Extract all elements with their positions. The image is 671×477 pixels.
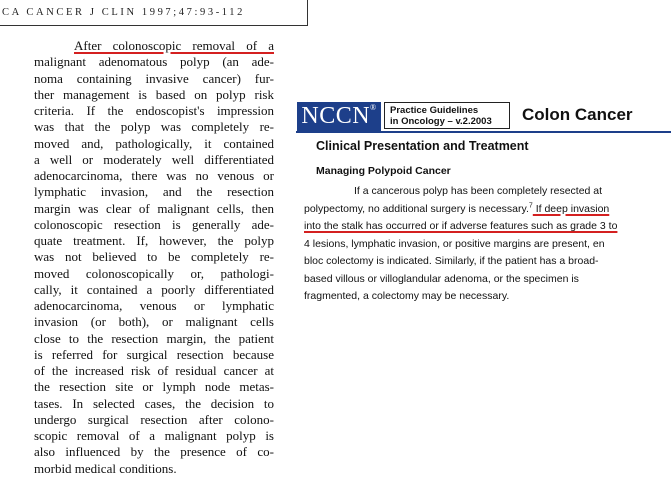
article-line: moved colonoscopically or, pathologi- xyxy=(34,265,274,281)
nccn-logo xyxy=(297,102,381,131)
highlighted-phrase: After colonoscopic removal of a xyxy=(74,38,274,53)
article-line: scopic removal of a malignant polyp is xyxy=(34,428,274,443)
guideline-line: based villous or villoglandular adenoma, or the specimen is xyxy=(304,272,579,285)
article-line: quate treatment. If, however, the polyp xyxy=(34,233,274,248)
article-line: criteria. If the endoscopist's impression xyxy=(34,103,274,118)
guideline-segment: polypectomy, no additional surgery is necessary. xyxy=(304,202,529,215)
guideline-line: If a cancerous polyp has been completely resected at xyxy=(354,185,603,197)
guideline-line-2: in Oncology – v.2.2003 xyxy=(390,116,492,127)
article-line: adenocarcinoma, venous or lymphatic xyxy=(34,298,274,313)
guideline-line-1: Practice Guidelines xyxy=(390,105,479,116)
nccn-excerpt xyxy=(296,0,671,448)
guideline-version-box xyxy=(384,102,510,129)
nccn-banner xyxy=(296,102,671,132)
highlighted-phrase: into the stalk has occurred or if adverse features such as grade 3 to xyxy=(304,220,618,232)
guideline-line: 4 lesions, lymphatic invasion, or positive margins are present, en xyxy=(304,237,605,250)
guideline-line xyxy=(304,201,666,219)
article-line: cally, it contained a poorly differentiated xyxy=(34,281,274,297)
article-line: is referred for surgical resection because xyxy=(34,346,274,362)
journal-excerpt xyxy=(0,0,300,476)
article-line: ther management is based on polyp risk xyxy=(34,86,274,102)
article-line: invasion (or both), or malignant cells xyxy=(34,314,274,330)
article-line: a well or moderately well differentiated xyxy=(34,151,274,167)
banner-divider xyxy=(296,131,671,133)
article-line: colonoscopic resection is generally ade- xyxy=(34,216,274,232)
guideline-line: fragmented, a colectomy may be necessary. xyxy=(304,290,510,302)
article-line: margin was clear of malignant cells, then xyxy=(34,200,274,216)
guideline-line: bloc colectomy is indicated. Similarly, if the patient has a broad- xyxy=(304,255,599,267)
article-line: was not believed to be completely re- xyxy=(34,249,274,265)
article-line: noma containing invasive cancer) fur- xyxy=(34,70,274,86)
banner-title: Colon Cancer xyxy=(522,105,633,124)
guideline-line xyxy=(304,218,666,236)
footnote-mark: 7 xyxy=(528,202,533,209)
article-line: undergo surgical resection after colono- xyxy=(34,411,274,427)
highlighted-phrase: If deep invasion xyxy=(532,202,610,215)
nccn-logo-text: NCCN xyxy=(301,103,371,129)
article-paragraph xyxy=(34,38,274,477)
header-divider xyxy=(0,25,308,26)
guideline-paragraph xyxy=(304,183,666,306)
article-line: lymphatic invasion, and the resection xyxy=(34,184,274,200)
article-line: adenocarcinoma, there was no venous or xyxy=(34,168,274,183)
article-line: was that the polyp was completely re- xyxy=(34,119,274,135)
article-line: morbid medical conditions. xyxy=(34,460,177,476)
article-line: of the increased risk of residual cancer at xyxy=(34,363,274,378)
article-line xyxy=(34,38,274,54)
article-line: also influenced by the presence of co- xyxy=(34,444,274,460)
section-title: Clinical Presentation and Treatment xyxy=(316,139,529,153)
article-line: malignant adenomatous polyp (an ade- xyxy=(34,54,274,70)
article-line: moved and, pathologically, it contained xyxy=(34,135,274,151)
article-line: the resection site or lymph node metas- xyxy=(34,379,274,395)
subsection-title: Managing Polypoid Cancer xyxy=(316,165,451,177)
article-line: tases. In selected cases, the decision to xyxy=(34,395,274,411)
journal-citation-header: CA CANCER J CLIN 1997;47:93-112 xyxy=(2,7,245,18)
article-line: close to the resection margin, the patient xyxy=(34,330,274,346)
registered-mark: ® xyxy=(370,103,377,112)
